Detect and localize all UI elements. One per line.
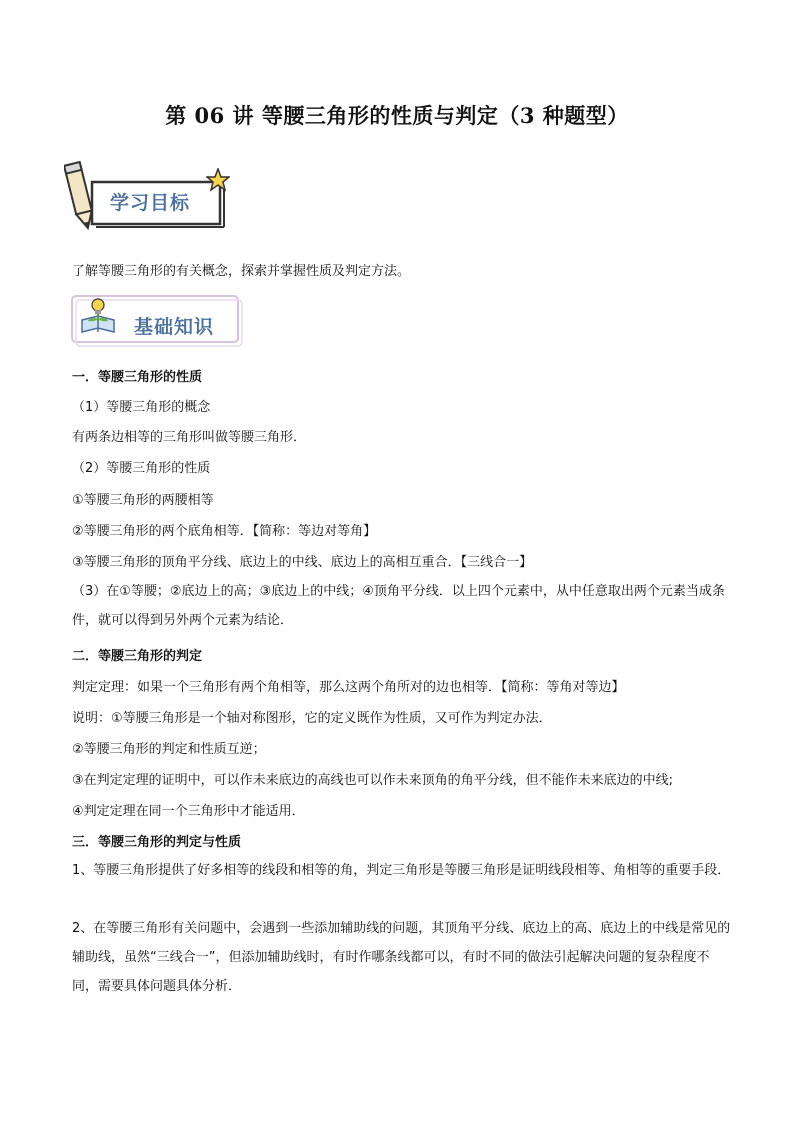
judgment-note-4: ④判定定理在同一个三角形中才能适用． <box>72 804 305 819</box>
goal-banner <box>64 156 244 236</box>
property-3: ③等腰三角形的顶角平分线、底边上的中线、底边上的高相互重合．【三线合一】 <box>72 555 533 570</box>
property-1: ①等腰三角形的两腰相等 <box>72 493 214 508</box>
section-2-heading: 二．等腰三角形的判定 <box>72 649 203 664</box>
judgment-note-3: ③在判定定理的证明中，可以作未来底边的高线也可以作未来顶角的角平分线，但不能作未来底边的中线; <box>72 773 674 788</box>
section-3-point-2: 2、在等腰三角形有关问题中，会遇到一些添加辅助线的问题，其顶角平分线、底边上的高、底边上的中线是常见的辅助线，虽然“三线合一”，但添加辅助线时，有时作哪条线都可以，有时不同的做法引起解决问题的复杂程度不同，需要具体问题具体分析． <box>72 921 731 994</box>
section-3-point-1: 1、等腰三角形提供了好多相等的线段和相等的角，判定三角形是等腰三角形是证明线段相等、角相等的重要手段． <box>72 863 731 878</box>
property-note: （3）在①等腰；②底边上的高；③底边上的中线；④顶角平分线．以上四个元素中，从中任意取出两个元素当成条件，就可以得到另外两个元素为结论． <box>72 584 725 628</box>
basic-banner <box>68 292 248 350</box>
concept-title: （1）等腰三角形的概念 <box>72 400 211 415</box>
concept-text: 有两条边相等的三角形叫做等腰三角形． <box>72 430 307 445</box>
property-title: （2）等腰三角形的性质 <box>72 461 211 476</box>
basic-banner-label: 基础知识 <box>134 316 215 338</box>
judgment-note-2: ②等腰三角形的判定和性质互逆； <box>72 742 266 757</box>
star-icon <box>206 168 230 192</box>
property-2: ②等腰三角形的两个底角相等．【简称：等边对等角】 <box>72 524 377 539</box>
judgment-theorem: 判定定理：如果一个三角形有两个角相等，那么这两个角所对的边也相等．【简称：等角对等边】 <box>72 680 625 695</box>
page-title: 第 06 讲 等腰三角形的性质与判定（3 种题型） <box>165 103 629 128</box>
judgment-note-1: 说明：①等腰三角形是一个轴对称图形，它的定义既作为性质，又可作为判定办法． <box>72 711 552 726</box>
goal-banner-label: 学习目标 <box>110 192 191 214</box>
goal-text: 了解等腰三角形的有关概念，探索并掌握性质及判定方法。 <box>72 264 411 279</box>
section-1-heading: 一．等腰三角形的性质 <box>72 370 203 385</box>
section-3-heading: 三．等腰三角形的判定与性质 <box>72 835 242 850</box>
